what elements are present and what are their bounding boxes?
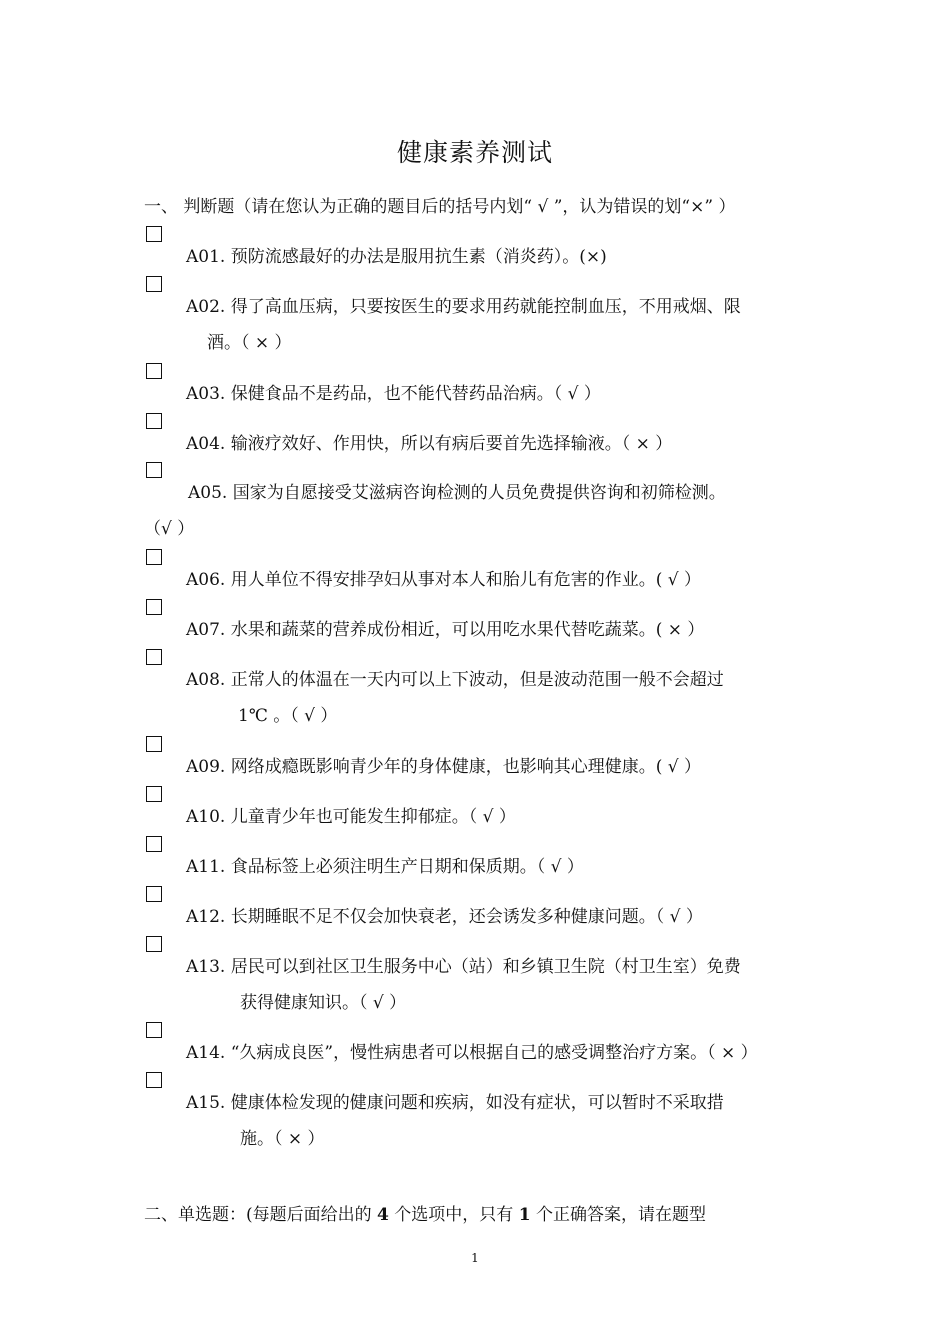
question-a08-cont: 1℃ 。（ √ ） (238, 706, 338, 726)
question-a10: A10. 儿童青少年也可能发生抑郁症。（ √ ） (186, 807, 516, 827)
checkbox-a06[interactable] (146, 549, 162, 565)
checkbox-a05[interactable] (146, 462, 162, 478)
checkbox-a11[interactable] (146, 836, 162, 852)
question-a15: A15. 健康体检发现的健康问题和疾病，如没有症状，可以暂时不采取措 (186, 1093, 724, 1113)
question-a02: A02. 得了高血压病，只要按医生的要求用药就能控制血压，不用戒烟、限 (186, 297, 741, 317)
question-a08: A08. 正常人的体温在一天内可以上下波动，但是波动范围一般不会超过 (186, 670, 724, 690)
question-a07: A07. 水果和蔬菜的营养成份相近，可以用吃水果代替吃蔬菜。( × ） (186, 620, 705, 640)
section-2-text-b: 个选项中，只有 (388, 1205, 519, 1225)
question-a05-cont: （√ ） (144, 519, 195, 539)
question-a06: A06. 用人单位不得安排孕妇从事对本人和胎儿有危害的作业。( √ ） (186, 570, 701, 590)
checkbox-a15[interactable] (146, 1072, 162, 1088)
document-title: 健康素养测试 (396, 138, 553, 167)
checkbox-a12[interactable] (146, 886, 162, 902)
checkbox-a10[interactable] (146, 786, 162, 802)
section-2-heading (144, 1202, 706, 1228)
checkbox-a09[interactable] (146, 736, 162, 752)
checkbox-a03[interactable] (146, 363, 162, 379)
section-2-num-1: 1 (518, 1205, 531, 1225)
question-a09: A09. 网络成瘾既影响青少年的身体健康，也影响其心理健康。( √ ） (186, 757, 701, 777)
question-a02-cont: 酒。（ × ） (207, 333, 292, 353)
checkbox-a04[interactable] (146, 413, 162, 429)
section-2-text-a: 二、单选题：(每题后面给出的 (144, 1205, 378, 1225)
question-a12: A12. 长期睡眠不足不仅会加快衰老，还会诱发多种健康问题。（ √ ） (186, 907, 703, 927)
checkbox-a14[interactable] (146, 1022, 162, 1038)
section-2-text-c: 个正确答案，请在题型 (530, 1205, 706, 1225)
section-2-num-4: 4 (377, 1205, 389, 1225)
question-a14: A14. “久病成良医”，慢性病患者可以根据自己的感受调整治疗方案。（ × ） (186, 1043, 758, 1063)
question-a15-cont: 施。（ × ） (240, 1129, 325, 1149)
question-a01: A01. 预防流感最好的办法是服用抗生素（消炎药）。(×) (186, 247, 607, 267)
question-a05: A05. 国家为自愿接受艾滋病咨询检测的人员免费提供咨询和初筛检测。 (188, 483, 726, 503)
question-a03: A03. 保健食品不是药品，也不能代替药品治病。（ √ ） (186, 384, 601, 404)
checkbox-a08[interactable] (146, 649, 162, 665)
question-a04: A04. 输液疗效好、作用快，所以有病后要首先选择输液。（ × ） (186, 434, 673, 454)
checkbox-a02[interactable] (146, 276, 162, 292)
question-a13: A13. 居民可以到社区卫生服务中心（站）和乡镇卫生院（村卫生室）免费 (186, 957, 741, 977)
question-a13-cont: 获得健康知识。（ √ ） (240, 993, 407, 1013)
page-number: 1 (471, 1251, 479, 1265)
section-1-heading: 一、 判断题（请在您认为正确的题目后的括号内划“ √ ”，认为错误的划“×” ） (144, 197, 736, 217)
question-a11: A11. 食品标签上必须注明生产日期和保质期。（ √ ） (186, 857, 584, 877)
checkbox-a07[interactable] (146, 599, 162, 615)
checkbox-a13[interactable] (146, 936, 162, 952)
checkbox-a01[interactable] (146, 226, 162, 242)
